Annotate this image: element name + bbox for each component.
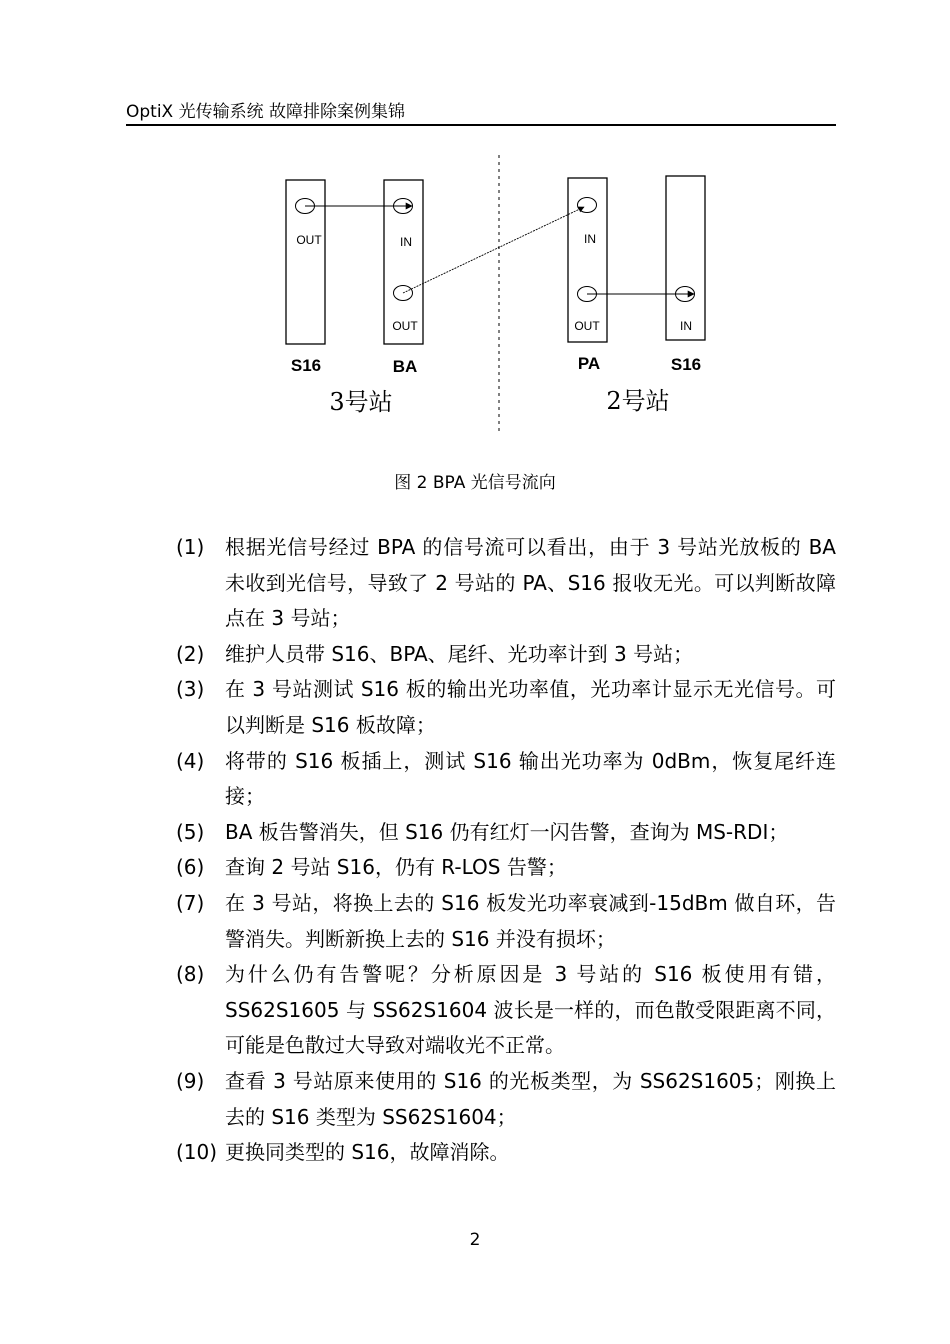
- step-text: 查看 3 号站原来使用的 S16 的光板类型，为 SS62S1605；刚换上去的 S16 类型为 SS62S1604；: [225, 1068, 836, 1129]
- port-label-s16-left-out: OUT: [296, 233, 322, 247]
- step-number: (4): [176, 748, 205, 773]
- step-number: (8): [176, 962, 205, 987]
- port-label-pa-out: OUT: [574, 319, 600, 333]
- step-number: (6): [176, 855, 205, 880]
- troubleshooting-steps: [176, 530, 836, 1171]
- step-text: 根据光信号经过 BPA 的信号流可以看出，由于 3 号站光放板的 BA 未收到光信号，导致了 2 号站的 PA、S16 报收无光。可以判断故障点在 3 号站；: [225, 535, 836, 631]
- step-item: [176, 672, 836, 743]
- step-item: [176, 530, 836, 637]
- board-name-s16-right: S16: [670, 355, 702, 374]
- arrow-ba-to-pa: [403, 207, 584, 293]
- port-label-pa-in: IN: [584, 232, 596, 246]
- step-item: [176, 637, 836, 673]
- figure-caption: 图 2 BPA 光信号流向: [394, 473, 556, 493]
- step-item: [176, 1064, 836, 1135]
- board-pa: [568, 178, 607, 342]
- step-number: (10): [176, 1140, 218, 1165]
- board-name-s16-left: S16: [290, 356, 322, 375]
- step-text: 维护人员带 S16、BPA、尾纤、光功率计到 3 号站；: [225, 641, 694, 666]
- port-pa-in: [578, 198, 597, 213]
- step-text: 在 3 号站测试 S16 板的输出光功率值，光功率计显示无光信号。可以判断是 S16 板故障；: [225, 677, 836, 737]
- step-item: [176, 957, 836, 1064]
- board-s16-right: [666, 176, 705, 340]
- station-label-3: 3号站: [329, 388, 393, 416]
- page-number: 2: [469, 1230, 481, 1250]
- step-number: (9): [176, 1068, 205, 1093]
- step-number: (3): [176, 677, 205, 702]
- port-label-ba-out: OUT: [392, 319, 418, 333]
- step-text: 在 3 号站，将换上去的 S16 板发光功率衰减到-15dBm 做自环，告警消失。判断新换上去的 S16 并没有损坏；: [225, 890, 836, 951]
- step-item: [176, 1135, 836, 1171]
- step-item: [176, 886, 836, 957]
- step-text: 为什么仍有告警呢？分析原因是 3 号站的 S16 板使用有错，SS62S1605 与 SS62S1604 波长是一样的，而色散受限距离不同，可能是色散过大导致对端收光不正常。: [225, 962, 836, 1058]
- step-text: BA 板告警消失，但 S16 仍有红灯一闪告警，查询为 MS-RDI；: [225, 819, 789, 844]
- step-text: 将带的 S16 板插上，测试 S16 输出光功率为 0dBm，恢复尾纤连接；: [225, 748, 836, 809]
- station-label-2: 2号站: [606, 387, 670, 415]
- bpa-signal-flow-diagram: [0, 0, 950, 460]
- step-item: [176, 815, 836, 851]
- step-text: 更换同类型的 S16，故障消除。: [225, 1140, 510, 1165]
- step-number: (1): [176, 535, 205, 559]
- step-number: (7): [176, 890, 205, 915]
- step-number: (5): [176, 819, 205, 844]
- step-item: [176, 850, 836, 886]
- port-label-s16-right-in: IN: [680, 319, 692, 333]
- port-label-ba-in: IN: [400, 235, 412, 249]
- board-name-ba: BA: [392, 357, 418, 376]
- step-text: 查询 2 号站 S16，仍有 R-LOS 告警；: [225, 855, 567, 880]
- board-name-pa: PA: [577, 354, 601, 373]
- step-number: (2): [176, 641, 205, 666]
- board-s16-left: [286, 180, 325, 344]
- header-title: OptiX 光传输系统 故障排除案例集锦: [126, 102, 406, 122]
- step-item: [176, 744, 836, 815]
